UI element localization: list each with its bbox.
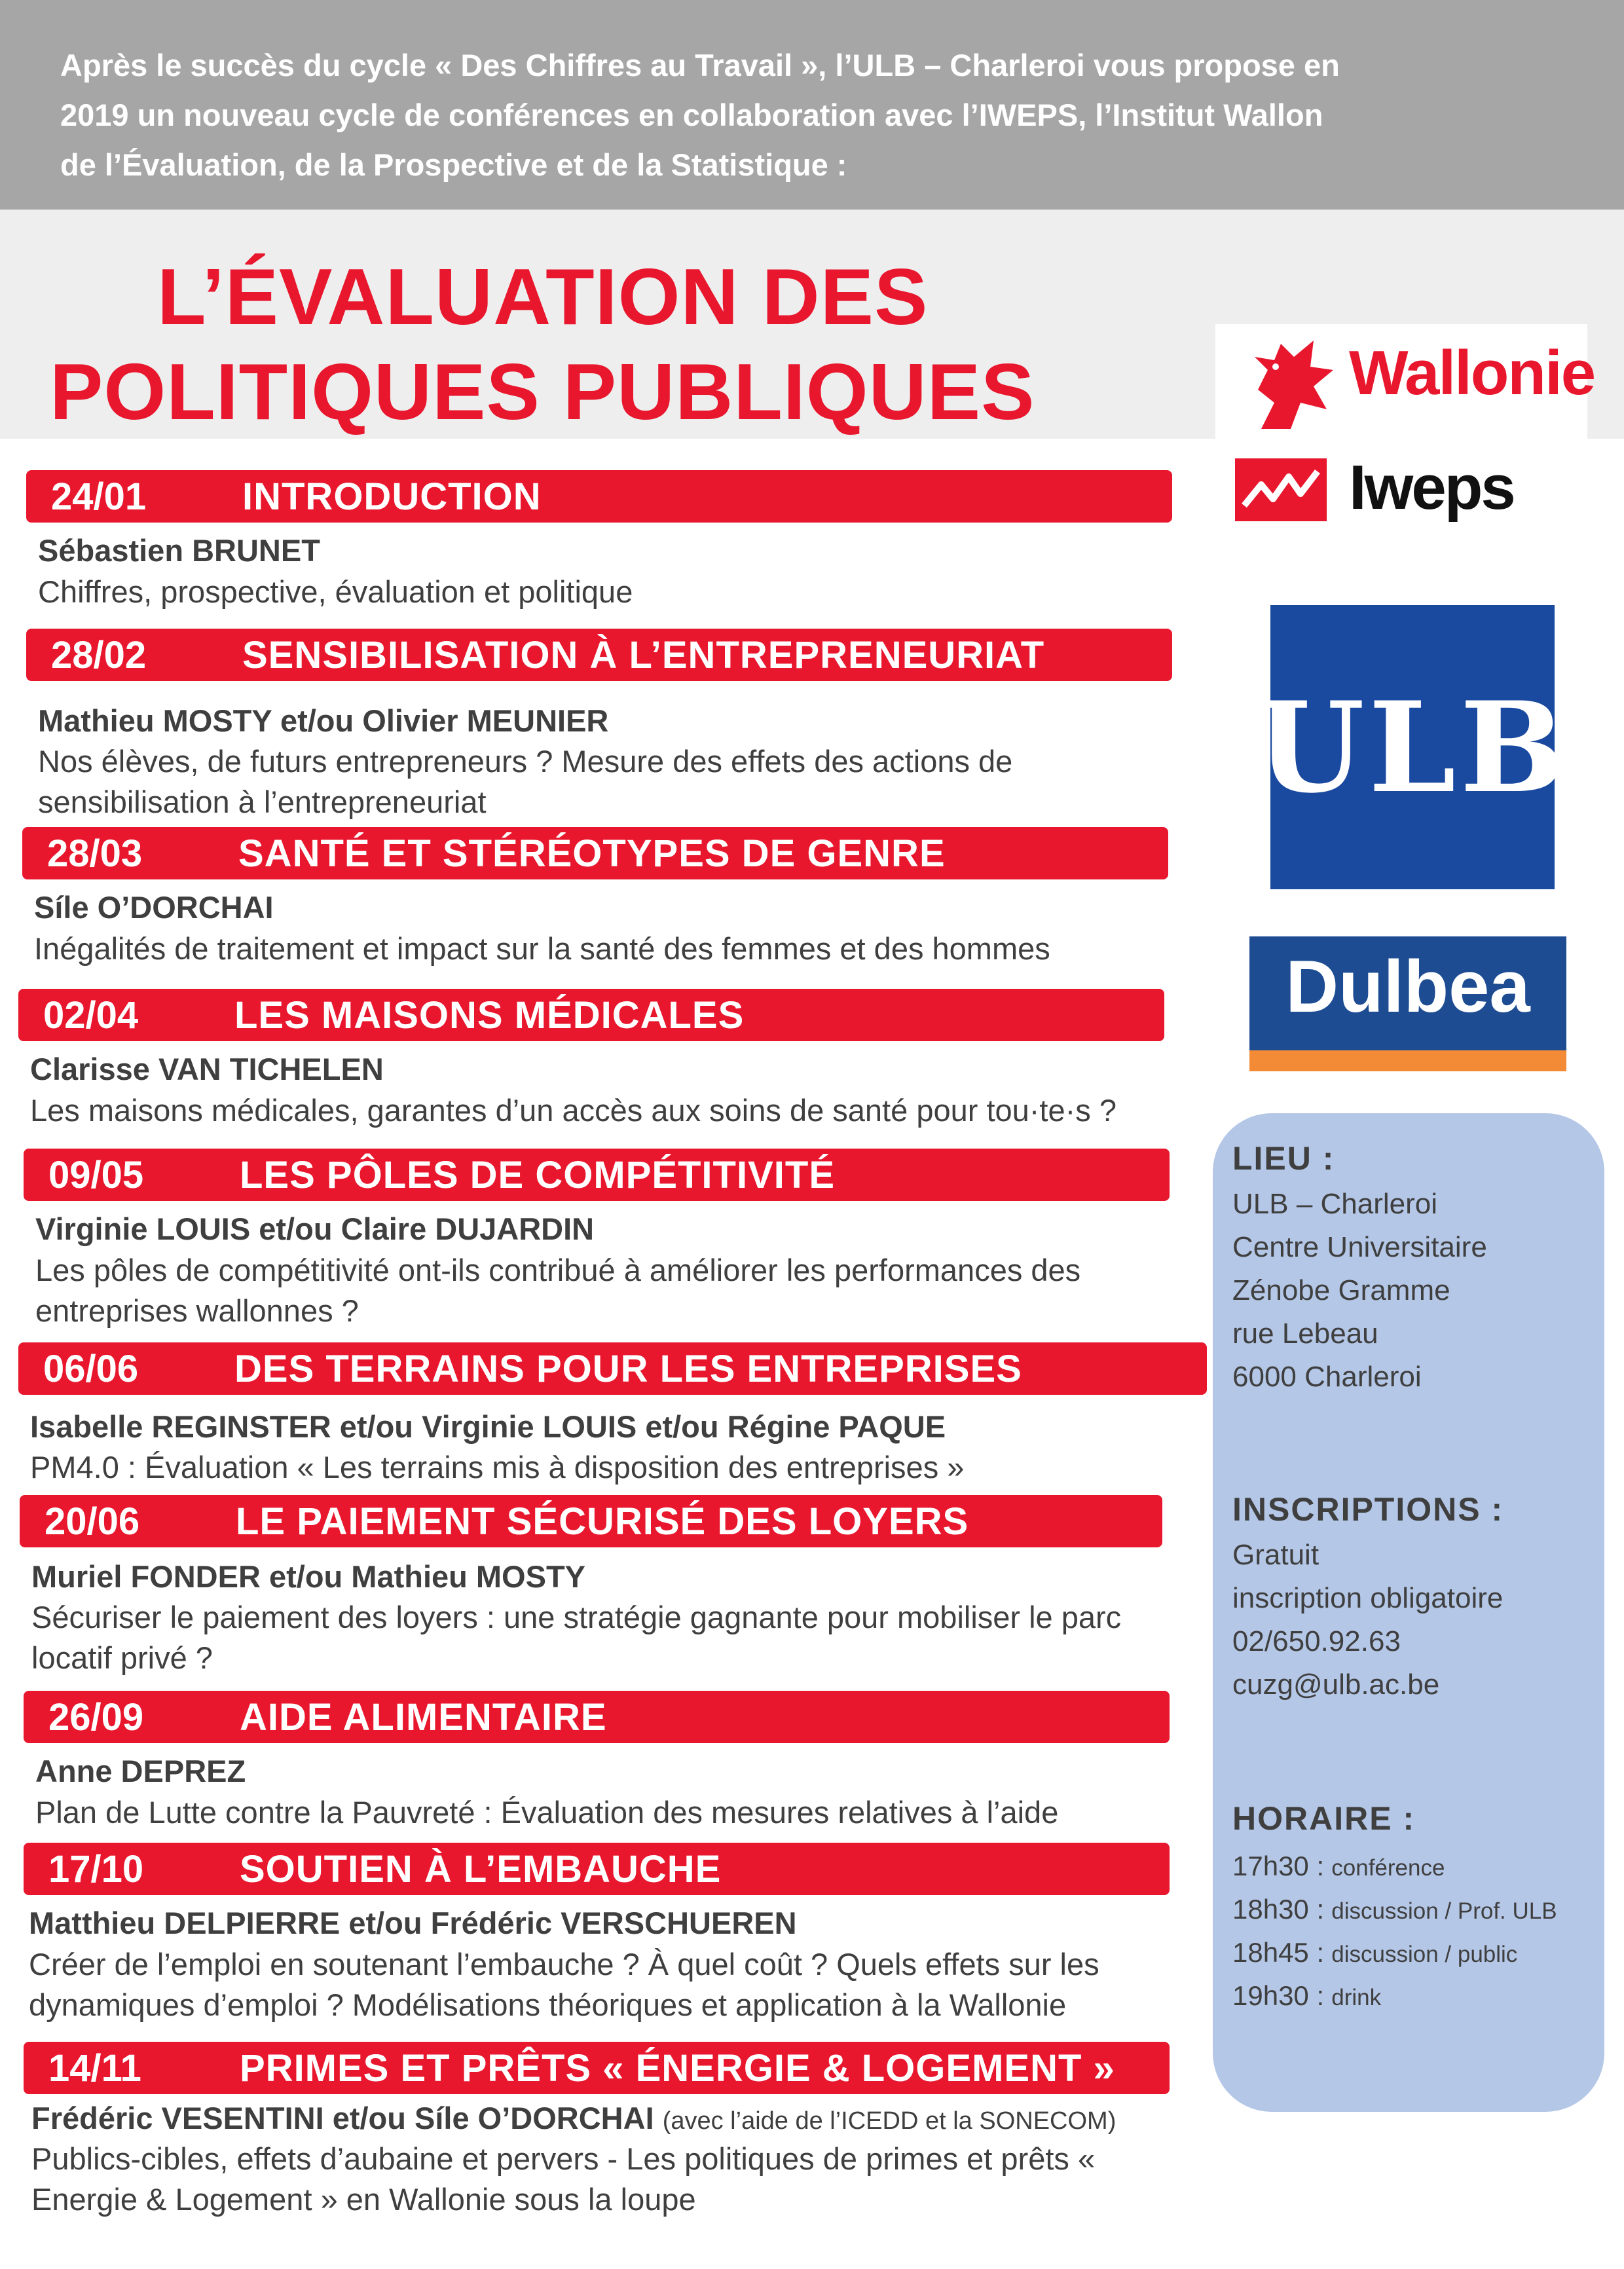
session-header-bar (24, 1843, 1170, 1895)
session-description: Inégalités de traitement et impact sur la santé des femmes et des hommes (34, 931, 1050, 966)
session-date: 28/02 (51, 634, 147, 676)
session-header-bar (18, 1342, 1207, 1395)
schedule-time: 17h30 : (1232, 1851, 1325, 1881)
session-topic: LE PAIEMENT SÉCURISÉ DES LOYERS (236, 1500, 969, 1543)
session-topic: PRIMES ET PRÊTS « ÉNERGIE & LOGEMENT » (240, 2047, 1115, 2090)
session-speaker: Síle O’DORCHAI (34, 890, 274, 925)
session-topic: INTRODUCTION (242, 475, 542, 518)
session-topic: LES PÔLES DE COMPÉTITIVITÉ (240, 1154, 835, 1196)
iweps-logo-text: Iweps (1349, 452, 1514, 523)
session-speaker: Isabelle REGINSTER et/ou Virginie LOUIS et/ou Régine PAQUE (30, 1409, 946, 1444)
session-topic: DES TERRAINS POUR LES ENTREPRISES (234, 1348, 1022, 1390)
session-speaker: Mathieu MOSTY et/ou Olivier MEUNIER (38, 703, 609, 738)
lieu-line: ULB – Charleroi (1232, 1188, 1438, 1220)
dulbea-logo-text: Dulbea (1285, 946, 1530, 1027)
horaire-heading: HORAIRE : (1232, 1800, 1416, 1837)
schedule-row (1232, 1851, 1445, 1882)
inscriptions-phone: 02/650.92.63 (1232, 1625, 1401, 1657)
session-date: 06/06 (43, 1348, 139, 1390)
session-speaker: Matthieu DELPIERRE et/ou Frédéric VERSCHUEREN (29, 1906, 797, 1940)
session-date: 14/11 (48, 2047, 141, 2090)
session-date: 17/10 (48, 1848, 144, 1891)
ulb-logo (1256, 605, 1569, 889)
lieu-line: rue Lebeau (1232, 1318, 1378, 1350)
intro-line-3: de l’Évaluation, de la Prospective et de la Statistique : (60, 147, 847, 182)
schedule-time: 18h45 : (1232, 1937, 1325, 1968)
page-title-line-2: POLITIQUES PUBLIQUES (50, 347, 1035, 436)
session-topic: AIDE ALIMENTAIRE (240, 1696, 607, 1739)
session-speaker: Clarisse VAN TICHELEN (30, 1052, 384, 1086)
session-header-bar (24, 1149, 1170, 1201)
session-description: Publics-cibles, effets d’aubaine et pervers - Les politiques de primes et prêts « Energie & Logement » en Wallonie sous la loupe (31, 2141, 1096, 2217)
inscriptions-line: inscription obligatoire (1232, 1582, 1504, 1614)
inscriptions-line: Gratuit (1232, 1539, 1320, 1571)
session-date: 26/09 (48, 1696, 144, 1739)
schedule-time: 18h30 : (1232, 1894, 1325, 1925)
session-speaker-note: (avec l’aide de l’ICEDD et la SONECOM) (662, 2107, 1116, 2135)
session-description: Sécuriser le paiement des loyers : une stratégie gagnante pour mobiliser le parc locatif privé ? (31, 1600, 1122, 1675)
session-description: Nos élèves, de futurs entrepreneurs ? Mesure des effets des actions de sensibilisation à l’entrepreneuriat (38, 744, 1013, 819)
session-date: 02/04 (43, 994, 139, 1037)
dulbea-logo (1249, 936, 1566, 1071)
intro-paragraph (60, 41, 1579, 190)
dulbea-logo-stripe (1249, 1050, 1566, 1071)
session-description: Les maisons médicales, garantes d’un accès aux soins de santé pour tou·te·s ? (30, 1093, 1116, 1128)
iweps-logo-icon (1235, 458, 1327, 521)
session-header-bar (26, 470, 1172, 523)
session-date: 20/06 (45, 1500, 140, 1543)
schedule-activity: drink (1331, 1985, 1382, 2010)
session-header-bar (24, 1691, 1170, 1743)
intro-line-1: Après le succès du cycle « Des Chiffres au Travail », l’ULB – Charleroi vous propose en (60, 48, 1340, 83)
schedule-row (1232, 1980, 1381, 2012)
lieu-line: 6000 Charleroi (1232, 1361, 1422, 1393)
session-date: 09/05 (48, 1154, 144, 1196)
session-speaker: Sébastien BRUNET (38, 533, 320, 568)
session-topic: SENSIBILISATION À L’ENTREPRENEURIAT (242, 634, 1045, 676)
lieu-line: Zénobe Gramme (1232, 1274, 1450, 1306)
lieu-line: Centre Universitaire (1232, 1231, 1487, 1263)
schedule-row (1232, 1894, 1557, 1925)
session-description: Plan de Lutte contre la Pauvreté : Évaluation des mesures relatives à l’aide (35, 1795, 1059, 1830)
session-topic: SOUTIEN À L’EMBAUCHE (240, 1848, 722, 1891)
intro-line-2: 2019 un nouveau cycle de conférences en collaboration avec l’IWEPS, l’Institut Wallon (60, 98, 1323, 132)
session-header-bar (26, 629, 1172, 681)
session-date: 24/01 (51, 475, 147, 518)
lieu-heading: LIEU : (1232, 1140, 1335, 1177)
session-speaker: Muriel FONDER et/ou Mathieu MOSTY (31, 1559, 586, 1594)
session-topic: SANTÉ ET STÉRÉOTYPES DE GENRE (238, 832, 946, 875)
session-speaker: Virginie LOUIS et/ou Claire DUJARDIN (35, 1211, 595, 1246)
inscriptions-heading: INSCRIPTIONS : (1232, 1491, 1504, 1528)
session-speaker (31, 2098, 1116, 2141)
session-topic: LES MAISONS MÉDICALES (234, 994, 745, 1037)
session-header-bar (20, 1495, 1162, 1547)
session-date: 28/03 (47, 832, 143, 875)
session-header-bar (24, 2042, 1170, 2094)
session-header-bar (18, 989, 1164, 1041)
session-description: Chiffres, prospective, évaluation et politique (38, 574, 633, 609)
schedule-activity: discussion / public (1331, 1942, 1518, 1967)
schedule-time: 19h30 : (1232, 1980, 1325, 2011)
session-speaker-name: Frédéric VESENTINI et/ou Síle O’DORCHAI (31, 2101, 654, 2135)
inscriptions-email: cuzg@ulb.ac.be (1232, 1669, 1440, 1701)
session-speaker: Anne DEPREZ (35, 1754, 246, 1788)
schedule-activity: conférence (1331, 1855, 1445, 1881)
page-title-line-1: L’ÉVALUATION DES (157, 252, 929, 341)
rooster-icon (1235, 331, 1346, 442)
schedule-row (1232, 1937, 1517, 1968)
ulb-logo-text: ULB (1256, 674, 1569, 821)
session-description: Créer de l’emploi en soutenant l’embauche ? À quel coût ? Quels effets sur les dynamiques d’emploi ? Modélisations théoriques et application à la Wallonie (29, 1947, 1099, 2022)
session-description: PM4.0 : Évaluation « Les terrains mis à disposition des entreprises » (30, 1450, 965, 1485)
session-description: Les pôles de compétitivité ont-ils contribué à améliorer les performances des entreprises wallonnes ? (35, 1253, 1081, 1328)
schedule-activity: discussion / Prof. ULB (1331, 1898, 1557, 1924)
wallonie-logo-text: Wallonie (1349, 338, 1595, 408)
session-header-bar (22, 827, 1168, 879)
